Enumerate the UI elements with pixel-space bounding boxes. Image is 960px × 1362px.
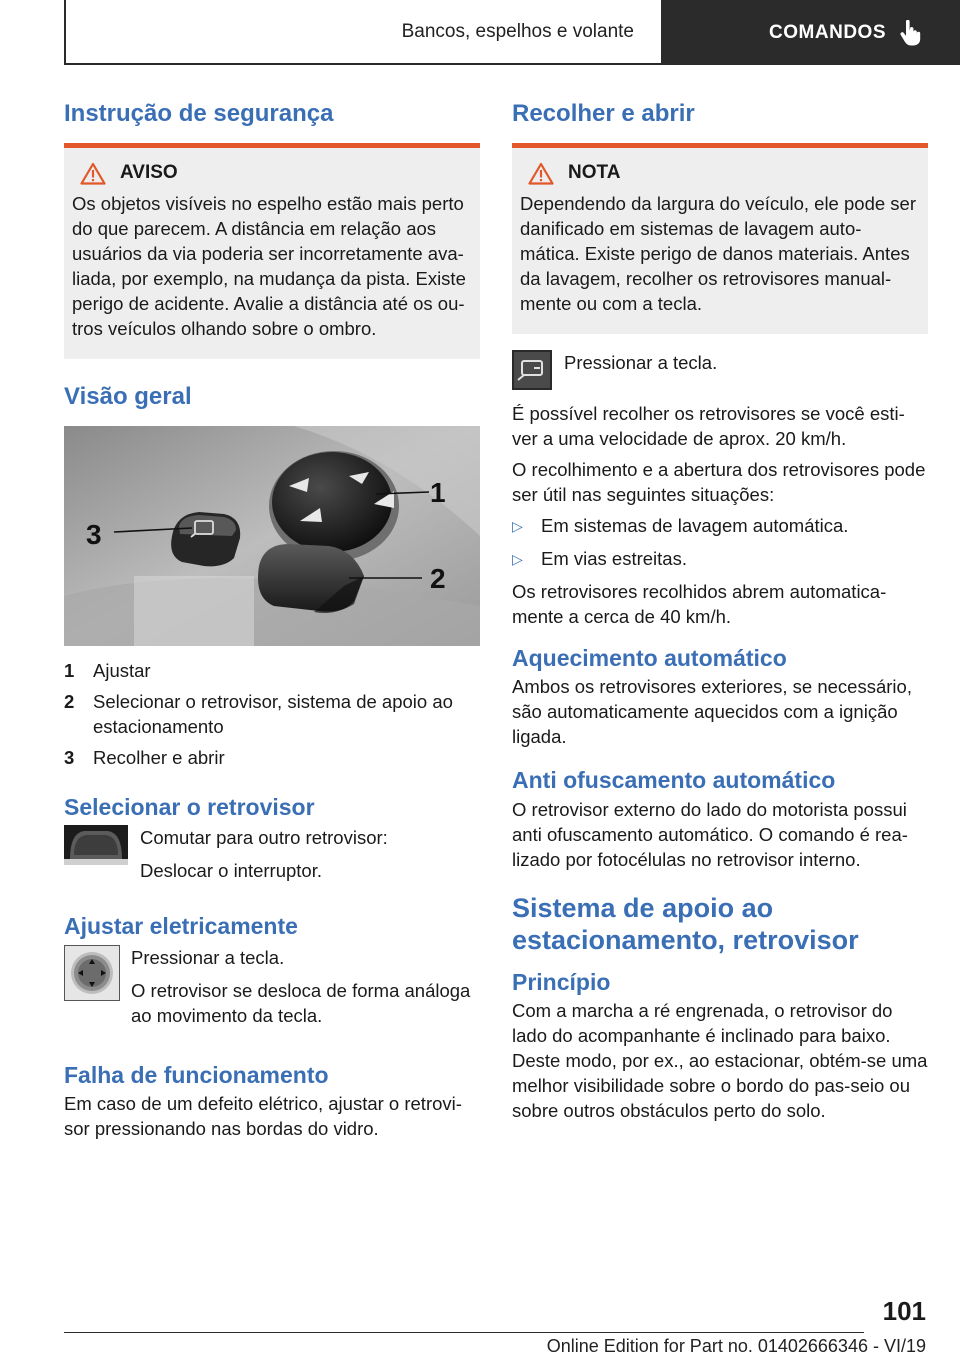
warning-triangle-icon xyxy=(80,162,106,185)
page-number: 101 xyxy=(882,1296,926,1326)
warning-text: Os objetos visíveis no espelho estão mais perto do que parecem. A distância em relação aos usuários da via poderia ser incorretamente ava-liada, por exemplo, na mudança da pista. Existe perigo de acidente. Avalie a distância até os ou-tros veículos olhando sobre o ombro. xyxy=(72,192,466,339)
adjust-line-2: O retrovisor se desloca de forma análoga ao movimento da tecla. xyxy=(131,979,471,1026)
header-chapter-tab xyxy=(661,0,960,65)
heating-title: Aquecimento automático xyxy=(512,644,787,671)
warning-label: AVISO xyxy=(120,162,178,184)
select-line-2: Deslocar o interruptor. xyxy=(140,860,323,882)
edition-note: Online Edition for Part no. 01402666346 - VI/19 xyxy=(546,1336,926,1356)
list-item xyxy=(512,513,928,539)
bullet-triangle-icon: ▷ xyxy=(512,517,523,534)
warning-triangle-icon xyxy=(528,162,554,185)
fold-button-image xyxy=(512,350,564,395)
adjust-row xyxy=(64,945,480,1036)
figure-label-1: 1 xyxy=(430,476,446,508)
principle-text: Com a marcha a ré engrenada, o retrovisor do lado do acompanhante é inclinado para baixo. Deste modo, por ex., ao estacionar, obtém-se uma melhor visibilidade sobre o bordo do pas-seio ou sobre outros obstáculos perto do solo. xyxy=(512,1000,928,1122)
fault-text: Em caso de um defeito elétrico, ajustar o retrovi-sor pressionando nas bordas do vidro. xyxy=(64,1093,462,1140)
legend-item xyxy=(64,745,480,770)
legend-text: Selecionar o retrovisor, sistema de apoio ao estacionamento xyxy=(93,690,453,737)
situations-list xyxy=(512,513,928,572)
select-line-1: Comutar para outro retrovisor: xyxy=(140,827,388,849)
note-label: NOTA xyxy=(568,162,621,184)
legend-item xyxy=(64,689,480,739)
warning-header xyxy=(80,162,472,185)
header-chapter-label: COMANDOS xyxy=(769,21,886,43)
select-mirror-title: Selecionar o retrovisor xyxy=(64,793,315,820)
fold-useful-text: O recolhimento e a abertura dos retrovisores pode ser útil nas seguintes situações: xyxy=(512,458,926,505)
overview-title: Visão geral xyxy=(64,382,192,410)
adjust-title: Ajustar eletricamente xyxy=(64,913,298,940)
bullet-text: Em sistemas de lavagem automática. xyxy=(541,514,849,536)
note-header xyxy=(528,162,920,185)
mirror-adjust-knob-image xyxy=(64,945,131,1036)
select-mirror-row xyxy=(64,825,480,891)
principle-title: Princípio xyxy=(512,968,611,995)
fold-key-row xyxy=(512,350,928,395)
antiglare-text: O retrovisor externo do lado do motorista possui anti ofuscamento automático. O comando é rea-lizado por fotocélulas no retrovisor interno. xyxy=(512,798,908,870)
legend-number: 3 xyxy=(64,746,75,768)
footer-rule xyxy=(64,1332,864,1333)
press-key-text: Pressionar a tecla. xyxy=(564,351,718,373)
list-item xyxy=(512,546,928,572)
figure-label-2: 2 xyxy=(430,562,446,594)
antiglare-title: Anti ofuscamento automático xyxy=(512,767,836,794)
note-text: Dependendo da largura do veículo, ele pode ser danificado em sistemas de lavagem auto-mática. Existe perigo de danos materiais. Antes da lavagem, recolher os retrovisores manual-mente ou com a tecla. xyxy=(520,192,916,314)
figure-legend xyxy=(64,658,480,770)
legend-number: 1 xyxy=(64,659,75,681)
heating-text: Ambos os retrovisores exteriores, se necessário, são automaticamente aquecidos com a ignição ligada. xyxy=(512,676,912,748)
legend-text: Recolher e abrir xyxy=(93,746,225,768)
note-box xyxy=(512,143,928,334)
mirror-controls-photo xyxy=(64,426,480,646)
hand-pointer-icon xyxy=(900,20,922,46)
mirror-switch-image xyxy=(64,825,140,891)
adjust-line-1: Pressionar a tecla. xyxy=(131,946,285,968)
legend-item xyxy=(64,658,480,683)
right-column xyxy=(512,100,928,1129)
legend-text: Ajustar xyxy=(93,659,151,681)
parking-title: Sistema de apoio ao estacionamento, retrovisor xyxy=(512,892,859,956)
header-rule xyxy=(64,63,960,65)
figure-label-3: 3 xyxy=(86,518,102,550)
fault-title: Falha de funcionamento xyxy=(64,1061,329,1088)
safety-title: Instrução de segurança xyxy=(64,100,334,127)
fold-speed-text: É possível recolher os retrovisores se você esti-ver a uma velocidade de aprox. 20 km/h. xyxy=(512,402,905,449)
header-section-title: Bancos, espelhos e volante xyxy=(401,20,634,42)
left-column xyxy=(64,100,480,1147)
auto-open-text: Os retrovisores recolhidos abrem automatica-mente a cerca de 40 km/h. xyxy=(512,580,887,627)
bullet-text: Em vias estreitas. xyxy=(541,547,687,569)
bullet-triangle-icon: ▷ xyxy=(512,550,523,567)
warning-box xyxy=(64,143,480,359)
fold-title: Recolher e abrir xyxy=(512,100,695,127)
legend-number: 2 xyxy=(64,690,75,712)
